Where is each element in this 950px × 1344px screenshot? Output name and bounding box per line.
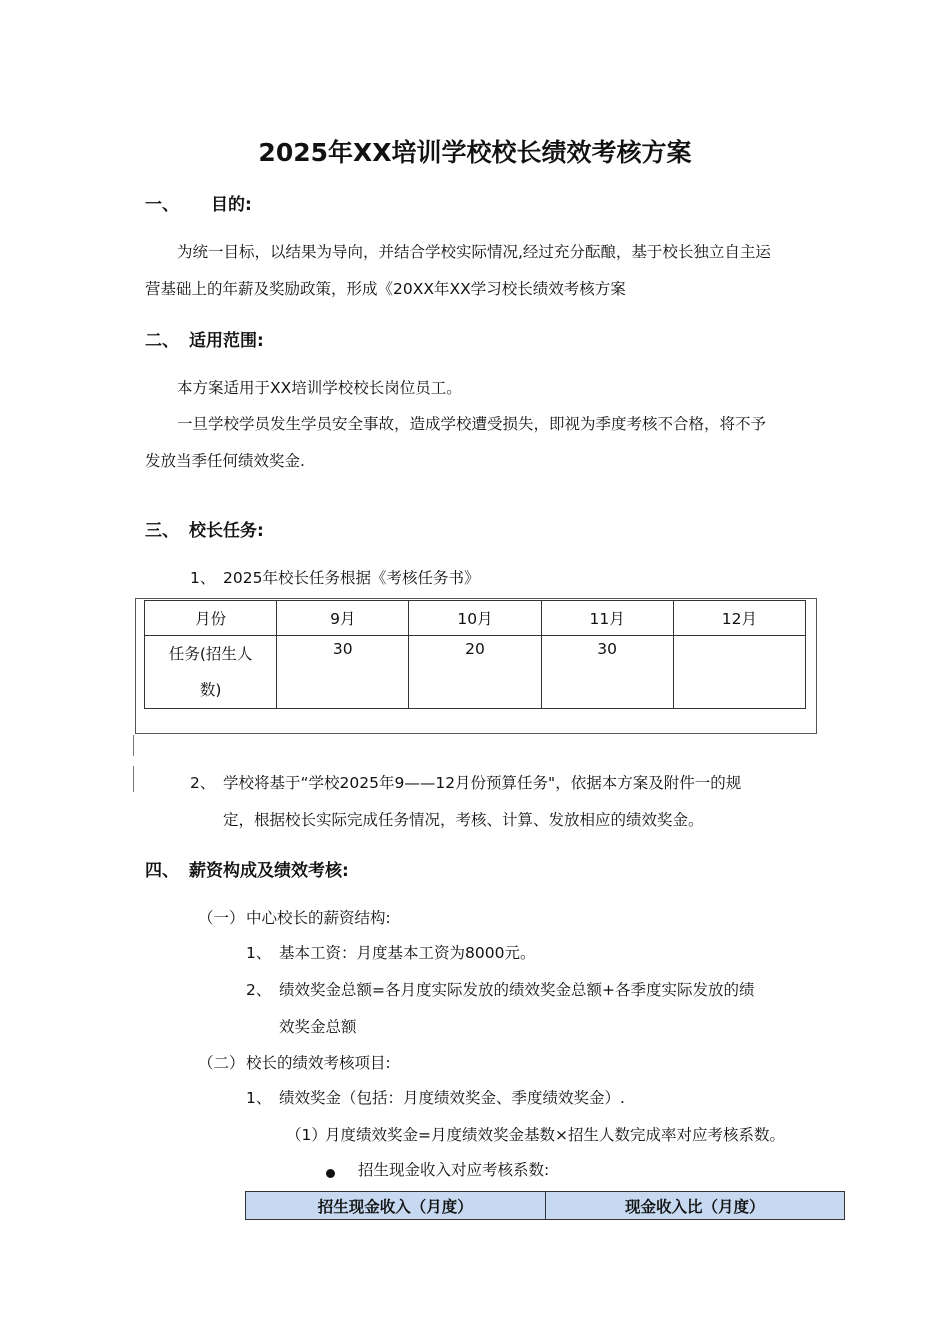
section3-item2-line2: 定，根据校长实际完成任务情况，考核、计算、发放相应的绩效奖金。 [223, 811, 704, 829]
section3-heading: 校长任务: [189, 521, 264, 541]
table-header-cell: 10月 [409, 601, 541, 636]
section3-item2-line1: 学校将基于“学校2025年9——12月份预算任务"，依据本方案及附件一的规 [223, 774, 742, 792]
table-row-label-line2: 数) [199, 681, 222, 699]
section4-sub2-text: 校长的绩效考核项目: [246, 1054, 391, 1072]
section2-heading: 适用范围: [189, 331, 264, 351]
section4-heading: 薪资构成及绩效考核: [189, 861, 349, 881]
section4-sub1-text: 中心校长的薪资结构: [246, 909, 391, 927]
margin-mark [133, 735, 134, 756]
section3-number: 三、 [145, 521, 179, 541]
section3-item2-number: 2、 [190, 774, 216, 792]
section1-number: 一、 [145, 195, 179, 215]
section4-sub2-item1-text: 绩效奖金（包括：月度绩效奖金、季度绩效奖金）. [279, 1089, 625, 1107]
section4-sub2-number: （二） [198, 1054, 245, 1072]
section4-sub1-item1-number: 1、 [246, 944, 272, 962]
table-header-cell: 12月 [673, 601, 805, 636]
table-row-label [145, 636, 277, 709]
section4-number: 四、 [145, 861, 179, 881]
task-table-row [145, 636, 806, 709]
table-row-label-line1: 任务(招生人 [168, 645, 253, 663]
page-title: 2025年XX培训学校校长绩效考核方案 [258, 138, 692, 167]
margin-mark [133, 766, 134, 792]
section1-paragraph-line2: 营基础上的年薪及奖励政策，形成《20XX年XX学习校长绩效考核方案 [145, 280, 626, 298]
section4-sub2-item1-sub-text: 月度绩效奖金=月度绩效奖金基数×招生人数完成率对应考核系数。 [325, 1126, 785, 1144]
section2-paragraph2-line2: 发放当季任何绩效奖金. [145, 452, 305, 470]
coefficient-table-header-cell: 现金收入比（月度） [545, 1192, 845, 1220]
section2-number: 二、 [145, 331, 179, 351]
coefficient-table [245, 1191, 845, 1220]
coefficient-table-header-cell: 招生现金收入（月度） [246, 1192, 546, 1220]
table-header-cell: 9月 [277, 601, 409, 636]
task-table [144, 600, 806, 709]
table-cell: 30 [541, 636, 673, 709]
table-cell: 30 [277, 636, 409, 709]
section1-heading: 目的: [211, 195, 252, 215]
bullet-icon [326, 1163, 335, 1182]
section4-sub1-number: （一） [198, 909, 245, 927]
table-cell: 20 [409, 636, 541, 709]
section2-paragraph2-line1: 一旦学校学员发生学员安全事故，造成学校遭受损失，即视为季度考核不合格，将不予 [177, 415, 767, 433]
section4-sub2-item1-number: 1、 [246, 1089, 272, 1107]
table-header-cell: 月份 [145, 601, 277, 636]
section3-item1-text: 2025年校长任务根据《考核任务书》 [223, 569, 480, 587]
section3-item1-number: 1、 [190, 569, 216, 587]
section1-paragraph-line1: 为统一目标，以结果为导向，并结合学校实际情况,经过充分酝酿，基于校长独立自主运 [177, 243, 771, 261]
section4-sub1-item2-number: 2、 [246, 981, 272, 999]
section2-paragraph1: 本方案适用于XX培训学校校长岗位员工。 [177, 379, 462, 397]
task-table-header-row [145, 601, 806, 636]
section4-sub2-item1-sub-number: （1） [286, 1126, 327, 1144]
section4-sub1-item2-line1: 绩效奖金总额=各月度实际发放的绩效奖金总额+各季度实际发放的绩 [279, 981, 755, 999]
section4-sub1-item1-text: 基本工资：月度基本工资为8000元。 [279, 944, 536, 962]
bullet-text: 招生现金收入对应考核系数: [358, 1161, 550, 1179]
table-header-cell: 11月 [541, 601, 673, 636]
coefficient-table-header-row [246, 1192, 845, 1220]
section4-sub1-item2-line2: 效奖金总额 [279, 1018, 357, 1036]
table-cell [673, 636, 805, 709]
